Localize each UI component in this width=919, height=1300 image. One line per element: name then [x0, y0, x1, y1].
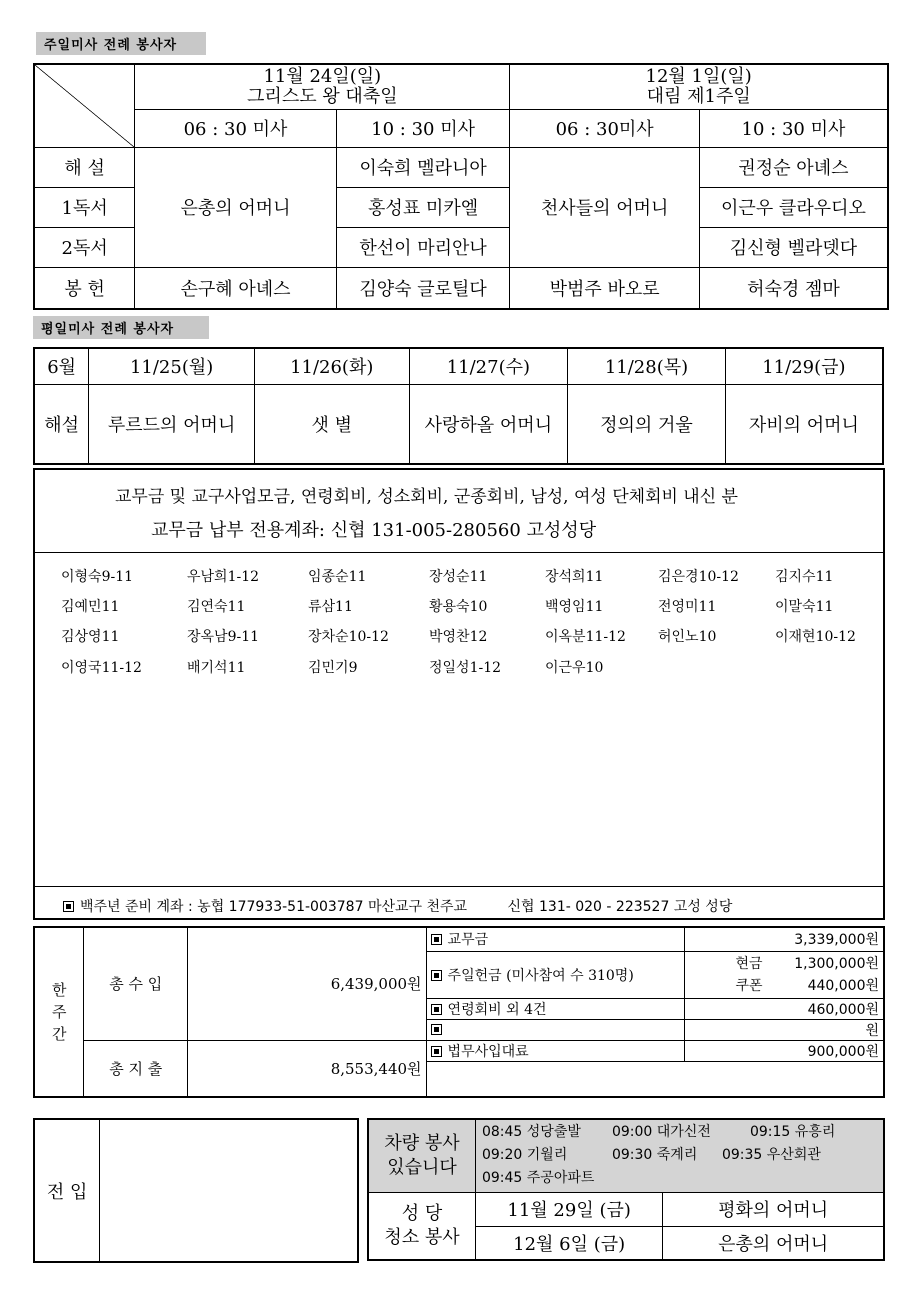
server-cell: 김신형 벨라뎃다: [699, 227, 888, 267]
finance-table: [33, 926, 885, 1098]
group-cell: 샛 별: [254, 384, 409, 464]
checkbox-icon: [431, 1046, 442, 1057]
date-label-1: 11월 24일(일): [263, 65, 382, 87]
checkbox-icon: [431, 934, 442, 945]
offering-cell: 김양숙 글로틸다: [336, 267, 510, 309]
donor-name: 이형숙9-11: [61, 569, 134, 585]
donor-name: 김연숙11: [187, 599, 246, 615]
vehicle-schedule: [475, 1119, 884, 1192]
donor-name: 장성순11: [429, 569, 488, 585]
cash-label: 현금: [735, 955, 763, 972]
donor-name: 백영임11: [545, 599, 604, 615]
donor-name: 이말숙11: [775, 599, 834, 615]
weekday-servers-table: [33, 347, 884, 465]
checkbox-icon: [431, 1024, 442, 1035]
feast-label-2: 대림 제1주일: [646, 85, 751, 107]
server-cell: 이근우 클라우디오: [699, 187, 888, 227]
finance-item-value: [684, 951, 884, 998]
donor-name: 김상영11: [61, 629, 120, 645]
donor-name: 김지수11: [775, 569, 834, 585]
donor-name: 장석희11: [545, 569, 604, 585]
finance-item-label: [426, 1019, 684, 1040]
weekday-section-tag: 평일미사 전례 봉사자: [33, 316, 209, 339]
finance-item-label: 교무금: [426, 927, 684, 951]
merged-group-cell-b: 천사들의 어머니: [510, 147, 700, 267]
donor-name: 임종순11: [308, 569, 367, 585]
donor-row: [35, 657, 883, 687]
date-header-2: [510, 64, 888, 109]
donation-box: [33, 468, 885, 920]
transfer-label: 전 입: [34, 1119, 100, 1262]
cash-value: 1,300,000원: [794, 955, 879, 972]
donor-name: 김민기9: [308, 660, 358, 676]
feast-label-1: 그리스도 왕 대축일: [247, 85, 398, 107]
checkbox-icon: [431, 1004, 442, 1015]
finance-item-value: 3,339,000원: [684, 927, 884, 951]
donation-heading: 교무금 및 교구사업모금, 연령회비, 성소회비, 군종회비, 남성, 여성 단체회비 내신 분: [115, 487, 738, 507]
schedule-row: 09:45 주공아파트: [481, 1170, 595, 1187]
server-cell: 권정순 아녜스: [699, 147, 888, 187]
month-cell: 6월: [34, 348, 89, 384]
sunday-section-tag: 주일미사 전례 봉사자: [36, 32, 206, 55]
period-char: 한: [51, 981, 67, 999]
schedule-row: 09:20 기월리 09:30 죽계리 09:35 우산회관: [481, 1147, 821, 1164]
period-label: [34, 927, 84, 1097]
group-cell: 루르드의 어머니: [89, 384, 255, 464]
group-cell: 사랑하올 어머니: [409, 384, 568, 464]
centennial-account-text-2: 신협 131- 020 - 223527 고성 성당: [507, 899, 733, 915]
empty-cell: [426, 1061, 884, 1097]
donor-name: 장차순10-12: [308, 629, 389, 645]
merged-group-cell-a: 은총의 어머니: [135, 147, 337, 267]
donor-row: [35, 626, 883, 657]
centennial-account-text: 백주년 준비 계좌 : 농협 177933-51-003787 마산교구 천주교: [80, 899, 468, 915]
donor-name: 김예민11: [61, 599, 120, 615]
diagonal-header-cell: [34, 64, 135, 147]
income-value: 6,439,000원: [188, 927, 426, 1040]
donor-list: [35, 566, 883, 687]
account-line: 교무금 납부 전용계좌: 신협 131-005-280560 고성성당: [151, 520, 597, 541]
coupon-label: 쿠폰: [735, 977, 763, 994]
finance-item-value: 900,000원: [684, 1040, 884, 1061]
time-cell: 06 : 30미사: [510, 109, 700, 147]
cleaning-group: 은총의 어머니: [663, 1226, 884, 1260]
cleaning-date: 11월 29일 (금): [475, 1192, 662, 1226]
role-cell: 봉 헌: [34, 267, 135, 309]
coupon-value: 440,000원: [807, 977, 879, 994]
service-table: [367, 1118, 885, 1261]
day-cell: 11/26(화): [254, 348, 409, 384]
time-cell: 06 : 30 미사: [135, 109, 337, 147]
server-cell: 한선이 마리안나: [336, 227, 510, 267]
group-cell: 정의의 거울: [568, 384, 726, 464]
sunday-servers-table: [33, 63, 889, 310]
time-cell: 10 : 30 미사: [336, 109, 510, 147]
day-cell: 11/29(금): [725, 348, 883, 384]
role-cell: 해 설: [34, 147, 135, 187]
donor-name: 박영찬12: [429, 629, 488, 645]
date-header-1: [135, 64, 510, 109]
server-cell: 홍성표 미카엘: [336, 187, 510, 227]
cleaning-label-line: 성 당: [401, 1202, 443, 1224]
donor-name: 우남희1-12: [187, 569, 260, 585]
cleaning-label-line: 청소 봉사: [384, 1226, 460, 1248]
expense-label: 총 지 출: [84, 1040, 188, 1097]
time-cell: 10 : 30 미사: [699, 109, 888, 147]
donor-name: 황용숙10: [429, 599, 488, 615]
donor-name: 허인노10: [658, 629, 717, 645]
donor-name: 정일성1-12: [429, 660, 502, 676]
day-cell: 11/25(월): [89, 348, 255, 384]
donor-name: 이옥분11-12: [545, 629, 626, 645]
offering-cell: 허숙경 젬마: [699, 267, 888, 309]
finance-item-value: 460,000원: [684, 998, 884, 1019]
income-label: 총 수 입: [84, 927, 188, 1040]
finance-item-label: 주일헌금 (미사참여 수 310명): [426, 951, 684, 998]
server-cell: 이숙희 멜라니아: [336, 147, 510, 187]
day-cell: 11/28(목): [568, 348, 726, 384]
checkbox-icon: [63, 901, 74, 912]
period-char: 간: [51, 1025, 67, 1043]
donor-name: 류삼11: [308, 599, 353, 615]
centennial-account: [63, 896, 732, 916]
vehicle-label-line: 차량 봉사: [384, 1132, 460, 1154]
role-cell: 2독서: [34, 227, 135, 267]
donor-row: [35, 566, 883, 596]
donor-name: 장옥남9-11: [187, 629, 260, 645]
divider: [35, 886, 883, 887]
donor-name: 이근우10: [545, 660, 604, 676]
finance-item-label: 연령회비 외 4건: [426, 998, 684, 1019]
donor-row: [35, 596, 883, 626]
offering-cell: 손구혜 아녜스: [135, 267, 337, 309]
expense-value: 8,553,440원: [188, 1040, 426, 1097]
finance-item-value: 원: [684, 1019, 884, 1040]
role-cell: 해설: [34, 384, 89, 464]
group-cell: 자비의 어머니: [725, 384, 883, 464]
transfer-content: [100, 1119, 358, 1262]
checkbox-icon: [431, 970, 442, 981]
day-cell: 11/27(수): [409, 348, 568, 384]
donor-name: 이영국11-12: [61, 660, 142, 676]
role-cell: 1독서: [34, 187, 135, 227]
transfer-table: [33, 1118, 359, 1263]
donor-name: 전영미11: [658, 599, 717, 615]
donor-name: 김은경10-12: [658, 569, 739, 585]
cleaning-group: 평화의 어머니: [663, 1192, 884, 1226]
vehicle-label: [368, 1119, 475, 1192]
divider: [35, 552, 883, 553]
cleaning-date: 12월 6일 (금): [475, 1226, 662, 1260]
cleaning-label: [368, 1192, 475, 1260]
offering-cell: 박범주 바오로: [510, 267, 700, 309]
donor-name: 이재현10-12: [775, 629, 856, 645]
finance-item-label: 법무사입대료: [426, 1040, 684, 1061]
date-label-2: 12월 1일(일): [645, 65, 752, 87]
schedule-row: 08:45 성당출발 09:00 대가신전 09:15 유흥리: [481, 1124, 836, 1141]
vehicle-label-line: 있습니다: [387, 1156, 457, 1178]
period-char: 주: [51, 1003, 67, 1021]
donor-name: 배기석11: [187, 660, 246, 676]
